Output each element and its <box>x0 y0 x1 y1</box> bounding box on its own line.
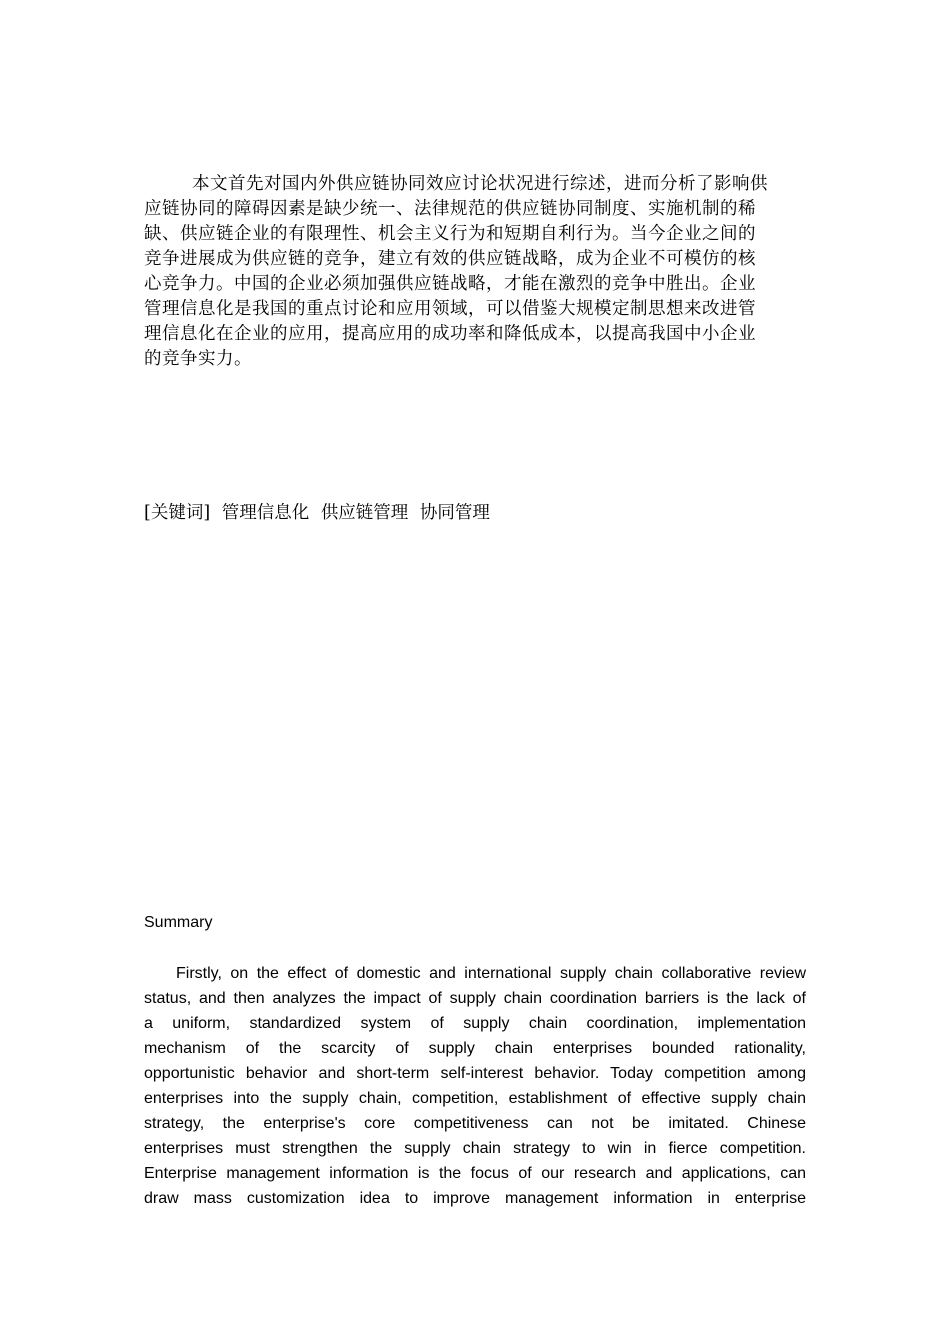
summary-line: strategy, the enterprise's core competitiveness can not be imitated. Chinese <box>144 1115 806 1132</box>
abstract-line: 缺、供应链企业的有限理性、机会主义行为和短期自利行为。当今企业之间的 <box>144 224 756 244</box>
summary-heading: Summary <box>144 914 213 931</box>
keyword: 管理信息化 <box>221 503 310 523</box>
summary-line: Firstly, on the effect of domestic and international supply chain collaborative review <box>176 965 806 982</box>
keywords <box>144 501 496 526</box>
keywords-label: [关键词] <box>144 503 211 523</box>
summary-line: enterprises must strengthen the supply chain strategy to win in fierce competition. <box>144 1140 806 1157</box>
summary-line: Enterprise management information is the focus of our research and applications, can <box>144 1165 806 1182</box>
abstract-line: 理信息化在企业的应用，提高应用的成功率和降低成本，以提高我国中小企业 <box>144 324 756 344</box>
chinese-abstract <box>144 172 804 372</box>
abstract-line: 心竞争力。中国的企业必须加强供应链战略，才能在激烈的竞争中胜出。企业 <box>144 274 756 294</box>
english-summary <box>144 961 806 1211</box>
keyword: 供应链管理 <box>320 503 409 523</box>
summary-line: opportunistic behavior and short-term self-interest behavior. Today competition among <box>144 1065 806 1082</box>
summary-line: enterprises into the supply chain, competition, establishment of effective supply chain <box>144 1090 806 1107</box>
summary-line: draw mass customization idea to improve management information in enterprise <box>144 1190 806 1207</box>
summary-line: status, and then analyzes the impact of supply chain coordination barriers is the lack of <box>144 990 806 1007</box>
abstract-line: 本文首先对国内外供应链协同效应讨论状况进行综述，进而分析了影响供 <box>192 174 768 194</box>
abstract-line: 的竞争实力。 <box>144 349 252 369</box>
abstract-line: 管理信息化是我国的重点讨论和应用领域，可以借鉴大规模定制思想来改进管 <box>144 299 756 319</box>
abstract-line: 竞争进展成为供应链的竞争，建立有效的供应链战略，成为企业不可模仿的核 <box>144 249 756 269</box>
summary-line: mechanism of the scarcity of supply chain enterprises bounded rationality, <box>144 1040 806 1057</box>
abstract-line: 应链协同的障碍因素是缺少统一、法律规范的供应链协同制度、实施机制的稀 <box>144 199 756 219</box>
keyword: 协同管理 <box>419 503 490 523</box>
summary-line: a uniform, standardized system of supply chain coordination, implementation <box>144 1015 806 1032</box>
